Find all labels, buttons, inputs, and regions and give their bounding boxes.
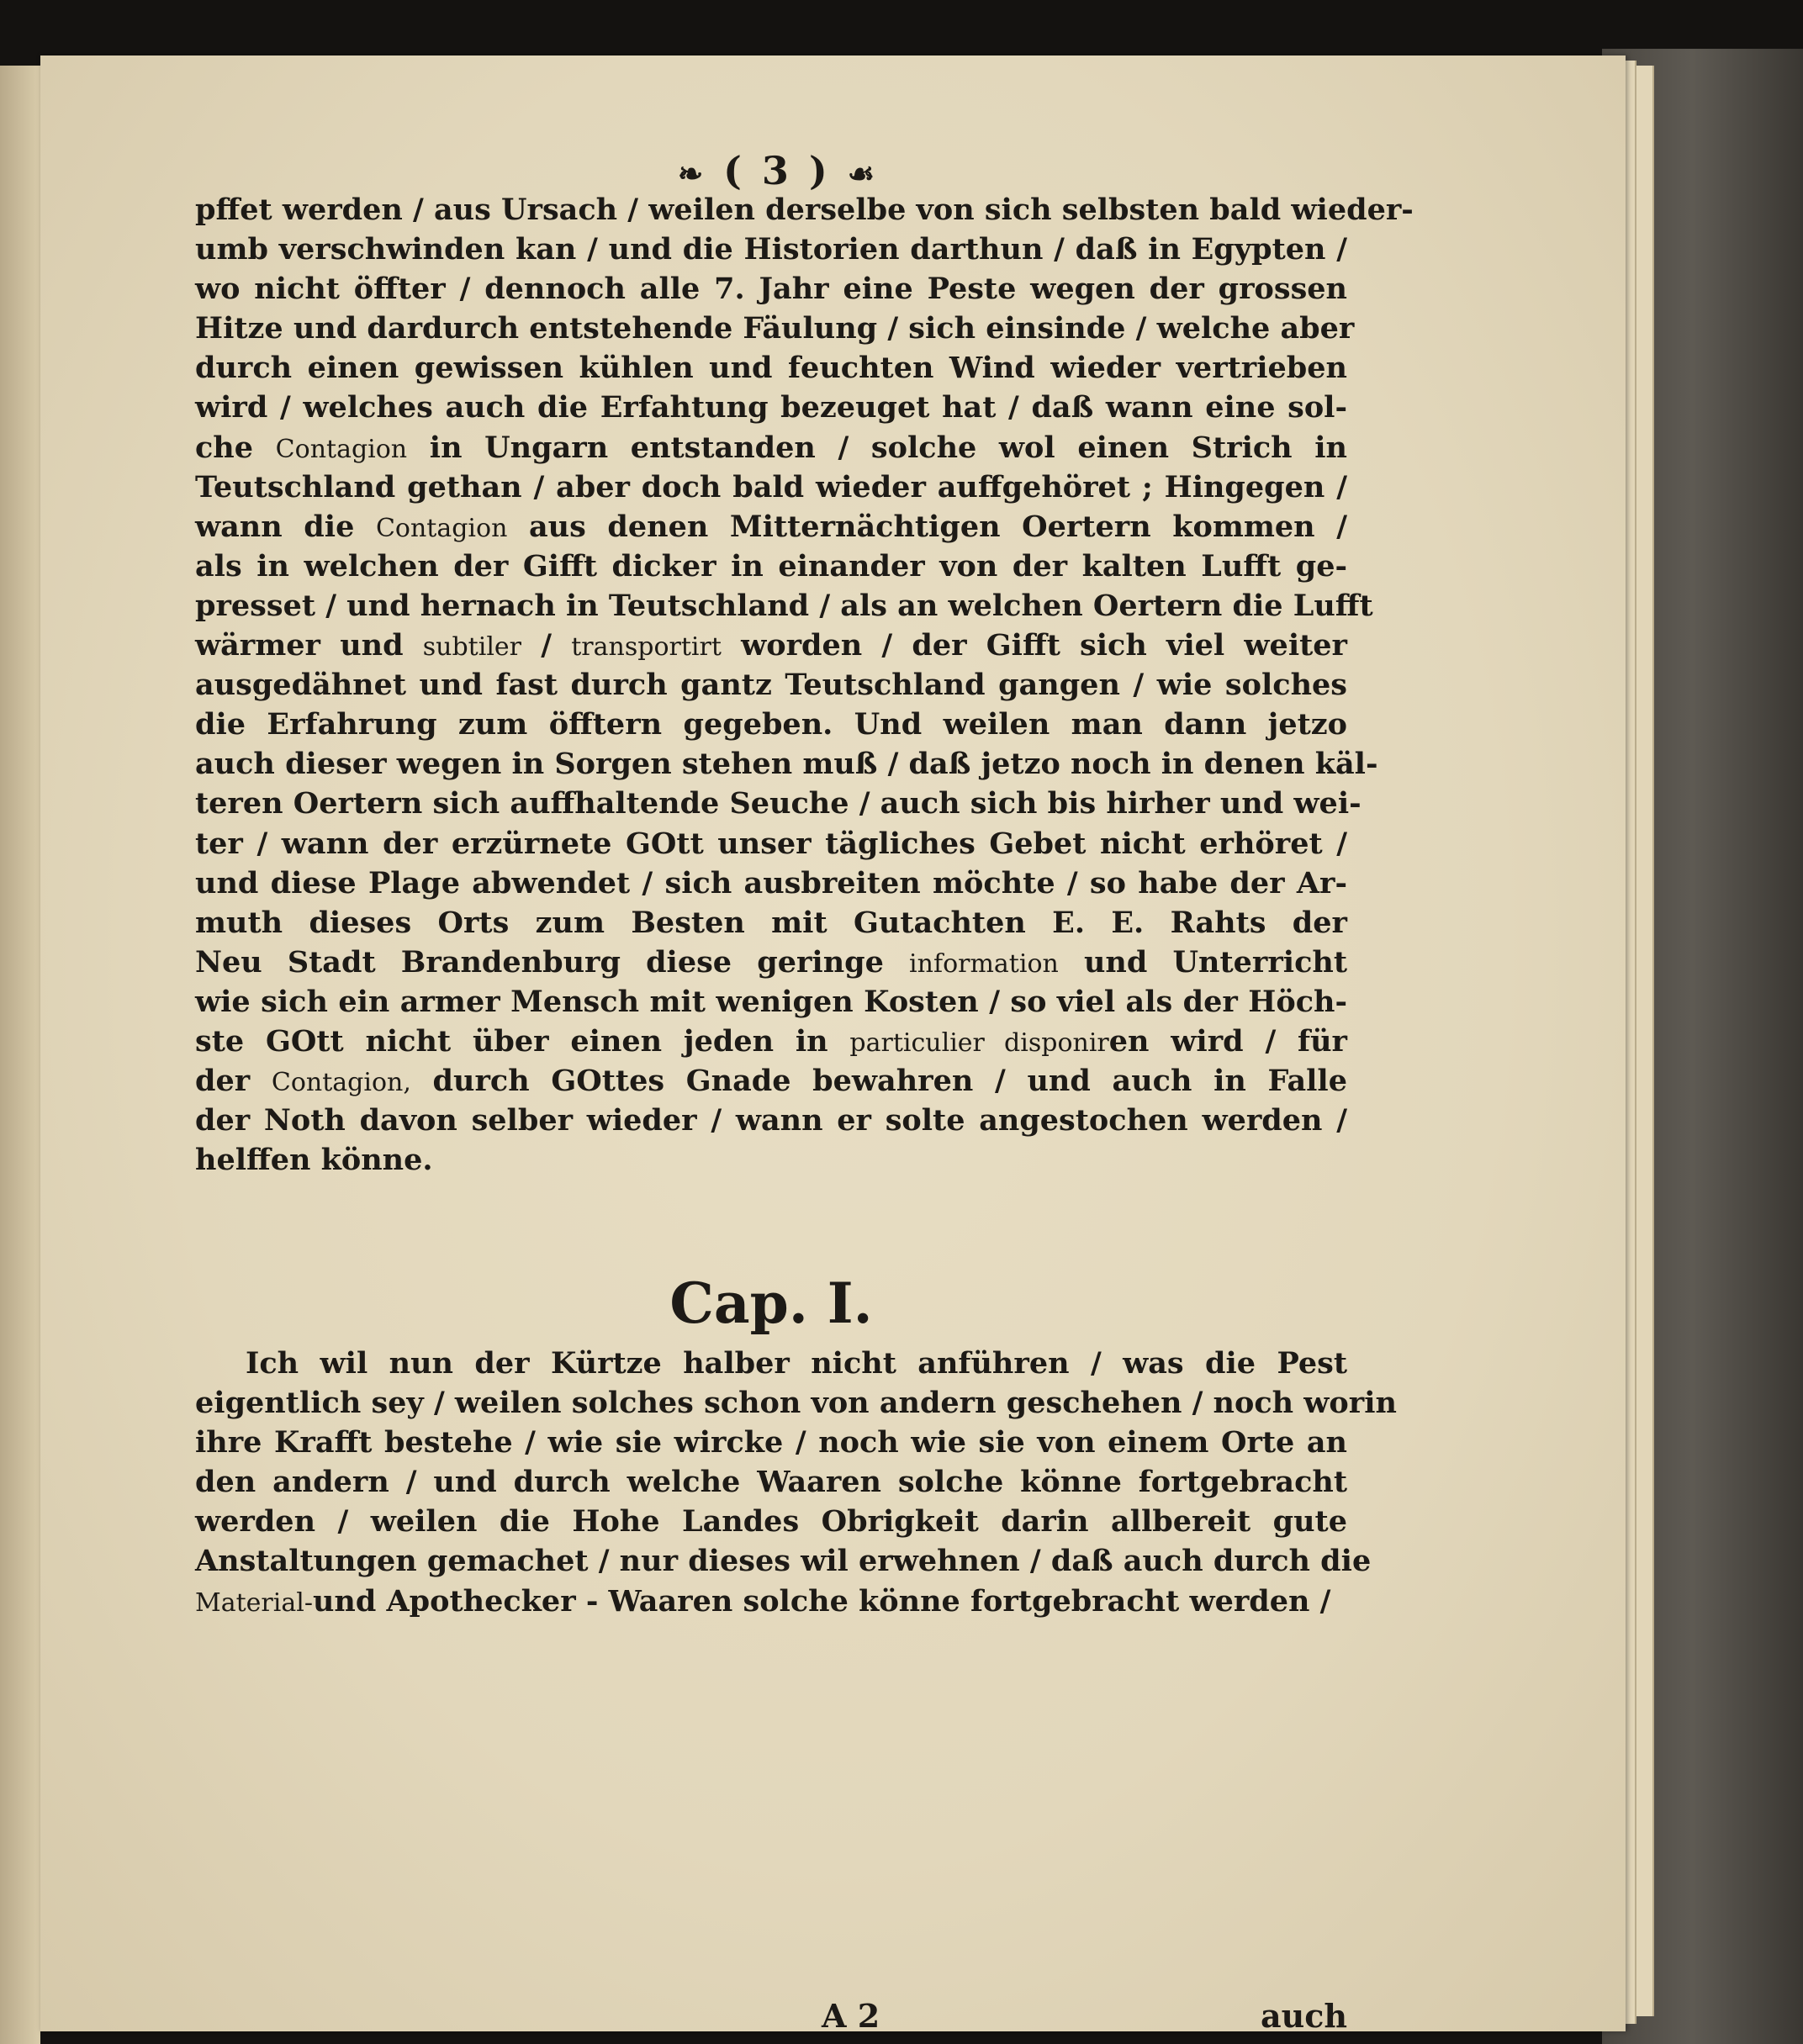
latin-term: Contagion, <box>271 1068 411 1098</box>
text-run: den andern / und durch welche Waaren solche könne fortgebracht <box>195 1465 1347 1500</box>
text-run: che <box>195 430 276 465</box>
text-run: Anstaltungen gemachet / nur dieses wil erwehnen / daß auch durch die <box>195 1544 1372 1579</box>
text-run: und Unterricht <box>1058 944 1348 980</box>
chapter-heading: Cap. I. <box>669 1270 873 1336</box>
text-run: als in welchen der Gifft dicker in einander von der kalten Lufft ge- <box>195 548 1347 584</box>
text-line <box>195 824 1347 864</box>
text-line <box>195 982 1347 1022</box>
text-line <box>195 230 1347 269</box>
text-line <box>195 1541 1372 1581</box>
text-line <box>195 586 1373 626</box>
text-run: wird / welches auch die Erfahtung bezeuget hat / daß wann eine sol- <box>195 390 1347 425</box>
text-run: ter / wann der erzürnete GOtt unser tägliches Gebet nicht erhöret / <box>195 826 1347 861</box>
text-line <box>195 744 1378 784</box>
text-run: ihre Krafft bestehe / wie sie wircke / noch wie sie von einem Orte an <box>195 1425 1347 1460</box>
text-run: en wird / für <box>1108 1023 1347 1059</box>
page-header <box>656 148 900 193</box>
text-line <box>195 705 1347 744</box>
text-run: wärmer und <box>195 628 423 663</box>
text-line <box>195 1344 1347 1383</box>
text-run: ste GOtt nicht über einen jeden in <box>195 1023 850 1059</box>
text-run: umb verschwinden kan / und die Historien darthun / daß in Egypten / <box>195 232 1347 267</box>
text-run: worden / der Gifft sich viel weiter <box>721 628 1347 663</box>
text-line <box>195 1061 1347 1101</box>
catchword: auch <box>1260 1997 1347 2035</box>
text-line <box>195 1423 1347 1462</box>
latin-term: transportirt <box>571 632 722 663</box>
text-line <box>195 388 1347 427</box>
text-line <box>195 547 1347 586</box>
text-line <box>195 1462 1347 1502</box>
text-run: und diese Plage abwendet / sich ausbreiten möchte / so habe der Ar- <box>195 865 1347 901</box>
page-footer <box>195 1997 1347 2039</box>
ornament-left-icon: ❧ <box>677 156 707 192</box>
text-run: der <box>195 1064 272 1099</box>
text-block-continuation <box>195 190 1414 1180</box>
text-run: auch dieser wegen in Sorgen stehen muß / daß jetzo noch in denen käl- <box>195 747 1378 782</box>
text-line <box>195 1582 1347 1621</box>
text-line <box>195 1502 1347 1541</box>
text-run: durch GOttes Gnade bewahren / und auch in Falle <box>410 1064 1347 1099</box>
text-run: teren Oertern sich auffhaltende Seuche / auch sich bis hirher und wei- <box>195 786 1362 821</box>
text-line <box>195 467 1347 507</box>
signature-mark: A 2 <box>822 1997 880 2035</box>
text-run: die Erfahrung zum öfftern gegeben. Und weilen man dann jetzo <box>195 707 1347 742</box>
text-run: wie sich ein armer Mensch mit wenigen Kosten / so viel als der Höch- <box>195 984 1347 1019</box>
latin-term: Contagion <box>375 513 508 543</box>
text-run: in Ungarn entstanden / solche wol einen Strich in <box>407 430 1348 465</box>
text-run: durch einen gewissen kühlen und feuchten Wind wieder vertrieben <box>195 351 1347 386</box>
text-run: und Apothecker - Waaren solche könne fortgebracht werden / <box>312 1583 1331 1619</box>
latin-term: information <box>909 948 1059 979</box>
text-run: muth dieses Orts zum Besten mit Gutachten E. E. Rahts der <box>195 905 1347 940</box>
text-run: Neu Stadt Brandenburg diese geringe <box>195 944 910 980</box>
text-line <box>195 507 1347 547</box>
text-line <box>195 1101 1347 1140</box>
text-run: wo nicht öffter / dennoch alle 7. Jahr eine Peste wegen der grossen <box>195 272 1347 307</box>
text-run: eigentlich sey / weilen solches schon von andern geschehen / noch worin <box>195 1386 1397 1421</box>
text-line <box>195 943 1347 982</box>
text-line <box>195 190 1414 230</box>
text-run: wann die <box>195 509 376 544</box>
text-block-chapter-one <box>195 1344 1397 1621</box>
latin-term: particulier disponir <box>849 1027 1109 1058</box>
text-line <box>195 626 1347 665</box>
latin-term: Material- <box>195 1587 313 1618</box>
text-run: aus denen Mitternächtigen Oertern kommen / <box>507 509 1348 544</box>
text-run: / <box>521 628 572 663</box>
text-line <box>195 1140 1347 1180</box>
text-line <box>195 784 1362 823</box>
text-line <box>195 903 1347 943</box>
text-line <box>195 348 1347 388</box>
text-run: werden / weilen die Hohe Landes Obrigkeit darin allbereit gute <box>195 1504 1347 1540</box>
text-run: ausgedähnet und fast durch gantz Teutschland gangen / wie solches <box>195 668 1347 703</box>
text-run: helffen könne. <box>195 1143 433 1178</box>
text-run: presset / und hernach in Teutschland / als an welchen Oertern die Lufft <box>195 588 1373 623</box>
text-line <box>195 665 1347 705</box>
text-line <box>195 1383 1397 1423</box>
text-line <box>195 428 1347 467</box>
text-run: der Noth davon selber wieder / wann er solte angestochen werden / <box>195 1103 1347 1138</box>
ornament-right-icon: ☙ <box>847 156 879 192</box>
page-number: ( 3 ) <box>723 148 831 193</box>
text-line <box>195 309 1355 348</box>
text-line <box>195 864 1347 903</box>
facing-page-edge <box>0 66 40 2044</box>
text-line <box>195 269 1347 309</box>
text-run: pffet werden / aus Ursach / weilen derselbe von sich selbsten bald wieder- <box>195 193 1414 227</box>
text-run: Teutschland gethan / aber doch bald wieder auffgehöret ; Hingegen / <box>195 469 1347 504</box>
text-line <box>195 1022 1347 1061</box>
text-run: Hitze und dardurch entstehende Fäulung / sich einsinde / welche aber <box>195 311 1355 346</box>
latin-term: Contagion <box>275 434 408 464</box>
text-run: Ich wil nun der Kürtze halber nicht anführen / was die Pest <box>246 1346 1347 1381</box>
latin-term: subtiler <box>422 632 522 663</box>
